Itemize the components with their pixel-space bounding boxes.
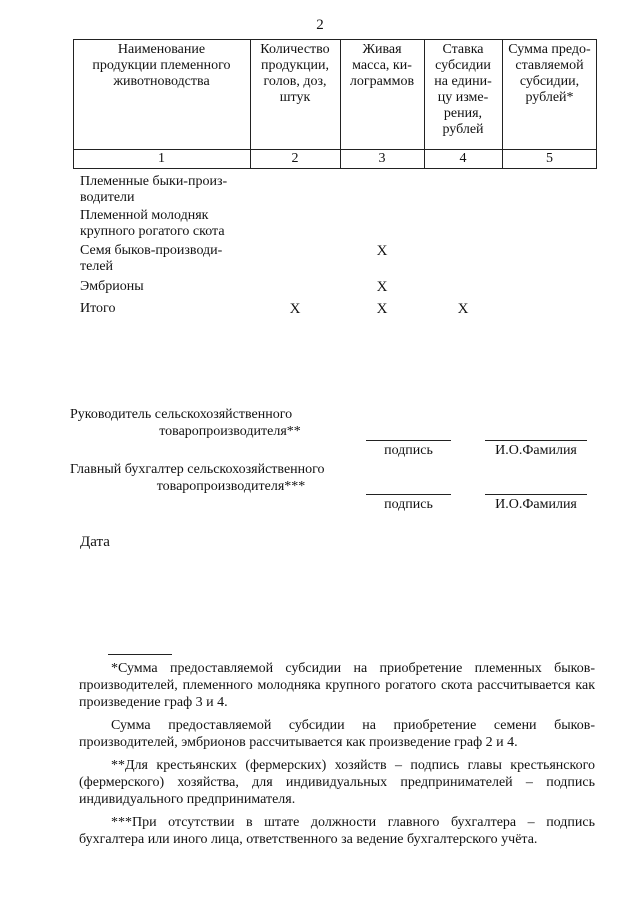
header-line: субсидии, — [519, 74, 580, 89]
header-line: штук — [279, 90, 311, 105]
signature-title-line: Главный бухгалтер сельскохозяйственного — [70, 462, 325, 477]
row-label-line: Семя быков-производи- — [80, 243, 223, 258]
column-number: 3 — [378, 151, 386, 166]
date-label: Дата — [80, 534, 110, 550]
row-label-total — [80, 301, 250, 317]
signature-caption: подпись — [384, 497, 433, 512]
cell-mark: X — [376, 301, 388, 317]
row-label-line: водители — [80, 190, 135, 205]
row-label-line: Эмбрионы — [80, 279, 144, 294]
header-product-name — [73, 42, 250, 90]
table-top-border — [73, 39, 597, 40]
signature-line — [366, 494, 451, 495]
footnote: ***При отсутствии в штате должности главного бухгалтера – подпись бухгалтера или иного лица, ответственного за ведение бухгалтерского учёта. — [79, 815, 595, 847]
header-bottom-border — [73, 149, 597, 150]
header-rate — [424, 42, 502, 138]
footnotes — [79, 660, 595, 854]
footnote: **Для крестьянских (фермерских) хозяйств – подпись главы крестьянского (фермерского) хозяйства, для индивидуальных предпринимателей – подпись индивидуального предпринимателя. — [79, 758, 595, 807]
header-line: цу изме- — [437, 90, 489, 105]
header-line: Живая — [362, 42, 402, 57]
header-subsidy-sum — [502, 42, 597, 106]
row-label-line: Итого — [80, 301, 116, 316]
header-quantity — [250, 42, 340, 106]
row-label-bull-semen — [80, 243, 250, 275]
signature-line — [366, 440, 451, 441]
row-label-line: крупного рогатого скота — [80, 224, 225, 239]
column-number: 1 — [158, 151, 165, 166]
header-line: Наименование — [117, 42, 206, 57]
cell-mark: X — [457, 301, 469, 317]
signature-title-line: товаропроизводителя** — [159, 424, 301, 439]
header-line: продукции, — [261, 58, 329, 73]
column-number: 2 — [291, 151, 299, 166]
page-number: 2 — [316, 17, 324, 33]
signature-title-chief-accountant — [70, 461, 370, 495]
signature-title-line: товаропроизводителя*** — [156, 479, 306, 494]
header-line: лограммов — [349, 74, 415, 89]
header-line: продукции племенного — [92, 58, 231, 73]
signature-title-line: Руководитель сельскохозяйственного — [70, 407, 293, 422]
footnote-separator — [108, 654, 172, 655]
footnote: Сумма предоставляемой субсидии на приобретение семени быков-производителей, эмбрионов рассчитывается как произведение граф 2 и 4. — [79, 718, 595, 750]
cell-mark: X — [376, 279, 388, 295]
header-line: животноводства — [113, 74, 210, 89]
cell-mark: X — [289, 301, 301, 317]
header-line: субсидии — [435, 58, 491, 73]
column-number: 5 — [546, 151, 553, 166]
name-caption: И.О.Фамилия — [495, 497, 577, 512]
header-line: рублей* — [525, 90, 574, 105]
header-line: масса, ки- — [352, 58, 412, 73]
name-caption: И.О.Фамилия — [495, 443, 577, 458]
row-label-line: Племенной молодняк — [80, 208, 209, 223]
header-line: Количество — [260, 42, 330, 57]
row-label-embryos — [80, 279, 250, 295]
header-live-weight — [340, 42, 424, 90]
name-line — [485, 440, 587, 441]
header-line: Ставка — [442, 42, 484, 57]
header-line: Сумма предо- — [508, 42, 591, 57]
header-line: ставляемой — [515, 58, 584, 73]
footnote: *Сумма предоставляемой субсидии на приобретение племенных быков-производителей, племенного молодняка крупного рогатого скота рассчитывается как произведение граф 3 и 4. — [79, 661, 595, 710]
row-label-young-cattle — [80, 208, 250, 240]
header-line: на едини- — [434, 74, 492, 89]
name-line — [485, 494, 587, 495]
cell-mark: X — [376, 243, 388, 259]
signature-title-head — [70, 406, 340, 440]
row-label-line: телей — [80, 259, 114, 274]
header-line: рублей — [442, 122, 484, 137]
signature-caption: подпись — [384, 443, 433, 458]
row-label-breeding-bulls — [80, 174, 250, 206]
numbering-bottom-border — [73, 168, 597, 169]
row-label-line: Племенные быки-произ- — [80, 174, 228, 189]
header-line: рения, — [443, 106, 483, 121]
column-number: 4 — [459, 151, 467, 166]
header-line: голов, доз, — [263, 74, 327, 89]
